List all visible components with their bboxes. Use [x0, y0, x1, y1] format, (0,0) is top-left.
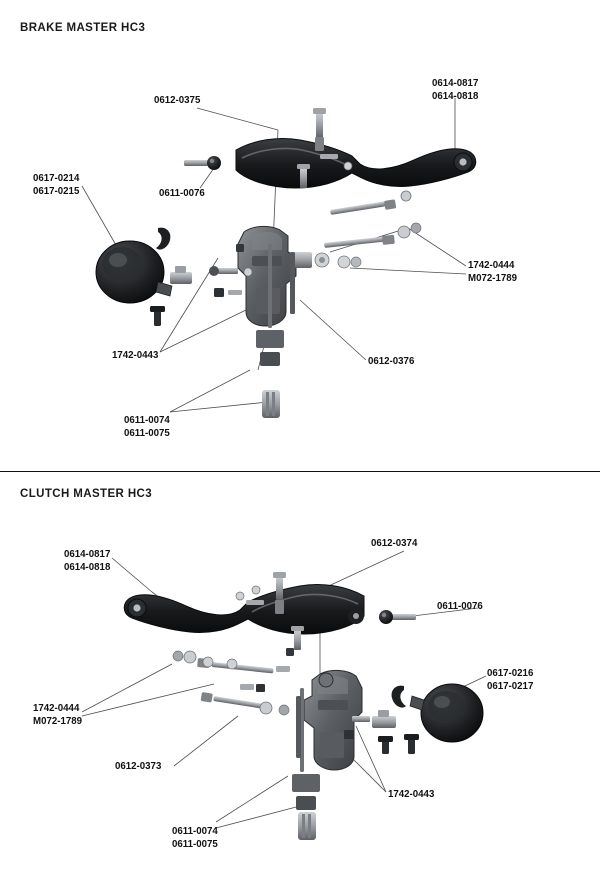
label-1742-0443-brake [112, 350, 158, 363]
section-title-brake: BRAKE MASTER HC3 [20, 22, 146, 34]
label-line: 0612-0375 [154, 95, 201, 106]
label-line: 0617-0217 [487, 680, 534, 692]
label-line: 0614-0818 [432, 90, 479, 102]
label-line: 0611-0074 [172, 826, 218, 837]
label-line: 0617-0216 [487, 668, 534, 679]
label-0611-0076-brake [159, 188, 205, 201]
label-line: 0611-0075 [172, 838, 218, 850]
label-line: 0612-0373 [115, 761, 162, 772]
label-line: 0617-0214 [33, 173, 80, 184]
label-0612-0376 [368, 356, 414, 369]
label-0612-0374 [371, 538, 417, 551]
label-line: 0614-0818 [64, 561, 111, 573]
label-line: 0612-0376 [368, 356, 415, 367]
label-0611-0076-clutch [437, 601, 483, 614]
label-0614-0817-0818-brake [432, 78, 478, 103]
label-line: 1742-0443 [112, 350, 159, 361]
label-line: 1742-0443 [388, 789, 435, 800]
label-1742-0443-clutch [388, 789, 434, 802]
label-0611-0074-0075-brake [124, 415, 170, 440]
label-0612-0375 [154, 95, 200, 108]
label-line: 0611-0076 [159, 188, 205, 199]
label-0612-0373 [115, 761, 161, 774]
label-line: 1742-0444 [33, 703, 80, 714]
label-line: M072-1789 [468, 272, 518, 284]
label-0617-0216-0217 [487, 668, 533, 693]
label-line: 0614-0817 [64, 549, 111, 560]
label-line: 0614-0817 [432, 78, 479, 89]
label-1742-0444-m072-1789-clutch [33, 703, 82, 728]
label-line: 0612-0374 [371, 538, 418, 549]
label-line: 1742-0444 [468, 260, 515, 271]
section-title-clutch: CLUTCH MASTER HC3 [20, 488, 153, 500]
label-0614-0817-0818-clutch [64, 549, 110, 574]
label-1742-0444-m072-1789-brake [468, 260, 517, 285]
label-line: M072-1789 [33, 715, 83, 727]
section-divider [0, 471, 600, 472]
label-0617-0214-0215 [33, 173, 79, 198]
label-line: 0611-0074 [124, 415, 170, 426]
label-0611-0074-0075-clutch [172, 826, 218, 851]
label-line: 0617-0215 [33, 185, 80, 197]
label-line: 0611-0076 [437, 601, 483, 612]
label-line: 0611-0075 [124, 427, 170, 439]
